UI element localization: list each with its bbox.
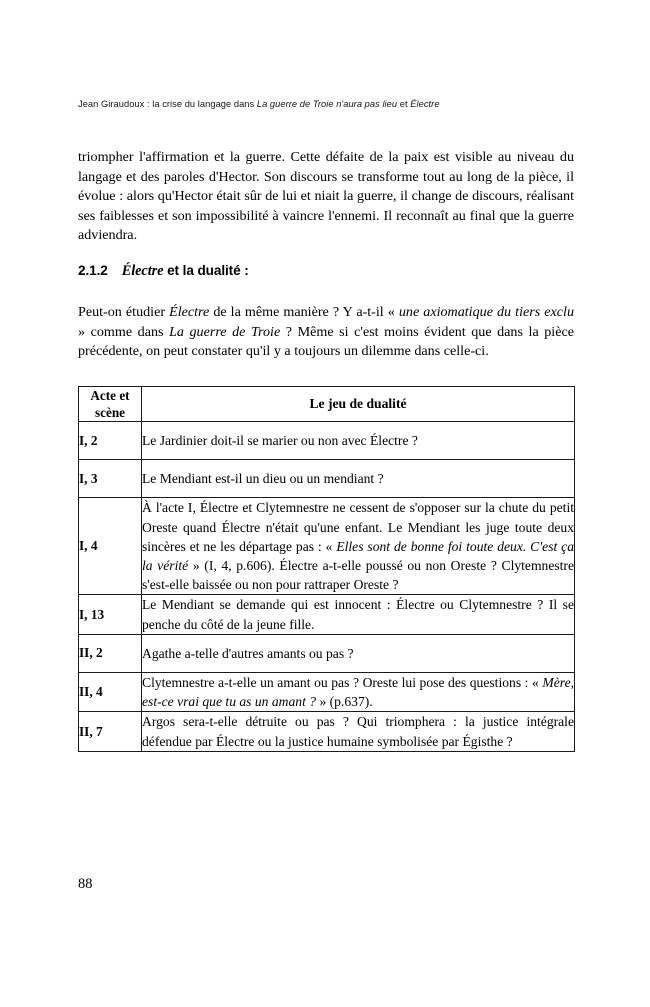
table-header-row bbox=[79, 387, 575, 422]
table-cell-scene: II, 7 bbox=[79, 712, 142, 751]
section-heading-title-italic: Électre bbox=[121, 262, 164, 279]
par2-italic-axiomatique: une axiomatique du tiers exclu bbox=[398, 304, 574, 321]
duality-table bbox=[78, 386, 575, 752]
table-cell-duality: Argos sera-t-elle détruite ou pas ? Qui triomphera : la justice intégrale défendue par Électre ou la justice humaine symbolisée par Égisthe ? bbox=[142, 712, 575, 751]
table-cell-scene: I, 13 bbox=[79, 595, 142, 634]
page-number: 88 bbox=[78, 876, 93, 892]
running-header-conjunction: et bbox=[397, 99, 411, 109]
table-row bbox=[79, 460, 575, 498]
table-cell-duality: Agathe a-telle d'autres amants ou pas ? bbox=[142, 634, 575, 672]
table-body bbox=[79, 422, 575, 752]
par2-seg-2: de la même manière ? Y a-t-il « bbox=[209, 304, 399, 321]
table-cell-scene: I, 3 bbox=[79, 460, 142, 498]
table-cell-segment-2: » (p.637). bbox=[316, 694, 373, 710]
table-row bbox=[79, 422, 575, 460]
section-heading-title-rest: et la dualité : bbox=[163, 262, 249, 278]
table-header-scene: Acte et scène bbox=[79, 387, 142, 422]
table-row bbox=[79, 634, 575, 672]
table-cell-segment-2: » (I, 4, p.606). Électre a-t-elle poussé ou non Oreste ? Clytemnestre s'est-elle baissée ou non pour rattraper Oreste ? bbox=[142, 558, 574, 593]
table-cell-scene: I, 4 bbox=[79, 498, 142, 595]
par2-seg-4: ? Même si c'est moins évident que dans la pièce précédente, on peut constater qu'il y a toujours un dilemme dans celle-ci. bbox=[78, 323, 574, 360]
table-cell-duality: Le Mendiant se demande qui est innocent : Électre ou Clytemnestre ? Il se penche du côté de la jeune fille. bbox=[142, 595, 575, 634]
running-header-title-1: La guerre de Troie n'aura pas lieu bbox=[256, 99, 398, 109]
table-cell-segment-0: Clytemnestre a-t-elle un amant ou pas ? Oreste lui pose des questions : « bbox=[142, 675, 543, 691]
table-row bbox=[79, 498, 575, 595]
table-cell-segment-1: Mère, est-ce vrai que tu as un amant ? bbox=[142, 675, 574, 710]
table-row bbox=[79, 673, 575, 712]
table-cell-duality: Le Jardinier doit-il se marier ou non avec Électre ? bbox=[142, 422, 575, 460]
running-header bbox=[78, 98, 578, 110]
table-cell-scene: II, 4 bbox=[79, 673, 142, 712]
par2-seg-1: Peut-on étudier bbox=[78, 304, 170, 321]
table-cell-scene: II, 2 bbox=[79, 634, 142, 672]
table-header-duality: Le jeu de dualité bbox=[142, 387, 575, 422]
par2-italic-electre: Électre bbox=[169, 304, 210, 321]
table-cell-segment-1: Elles sont de bonne foi toute deux. C'est ça la vérité bbox=[142, 538, 574, 574]
table-cell-duality bbox=[142, 673, 575, 712]
running-header-title-2: Électre bbox=[410, 99, 440, 109]
section-heading-number: 2.1.2 bbox=[78, 262, 108, 278]
table-row bbox=[79, 712, 575, 751]
table-cell-duality bbox=[142, 498, 575, 595]
par2-italic-guerre-de-troie: La guerre de Troie bbox=[169, 323, 281, 340]
table-cell-segment-0: À l'acte I, Électre et Clytemnestre ne cessent de s'opposer sur la chute du petit Oreste quand Électre n'était qu'une enfant. Le Mendiant les juge toute deux sincères et ne les départage pas : « bbox=[142, 500, 574, 554]
table-cell-duality: Le Mendiant est-il un dieu ou un mendiant ? bbox=[142, 460, 575, 498]
paragraph-after-heading bbox=[78, 303, 574, 362]
section-heading bbox=[78, 263, 249, 280]
table-row bbox=[79, 595, 575, 634]
paragraph-intro: triompher l'affirmation et la guerre. Cette défaite de la paix est visible au niveau du langage et des paroles d'Hector. Son discours se transforme tout au long de la pièce, il évolue : alors qu'Hector était sûr de lui et niait la guerre, il change de discours, réalisant ses faiblesses et son impossibilité à vaincre l'ennemi. Il reconnaît au final que la guerre adviendra. bbox=[78, 149, 574, 244]
table-cell-scene: I, 2 bbox=[79, 422, 142, 460]
par2-seg-3: » comme dans bbox=[78, 323, 170, 340]
running-header-prefix: Jean Giraudoux : la crise du langage dans bbox=[78, 99, 257, 109]
